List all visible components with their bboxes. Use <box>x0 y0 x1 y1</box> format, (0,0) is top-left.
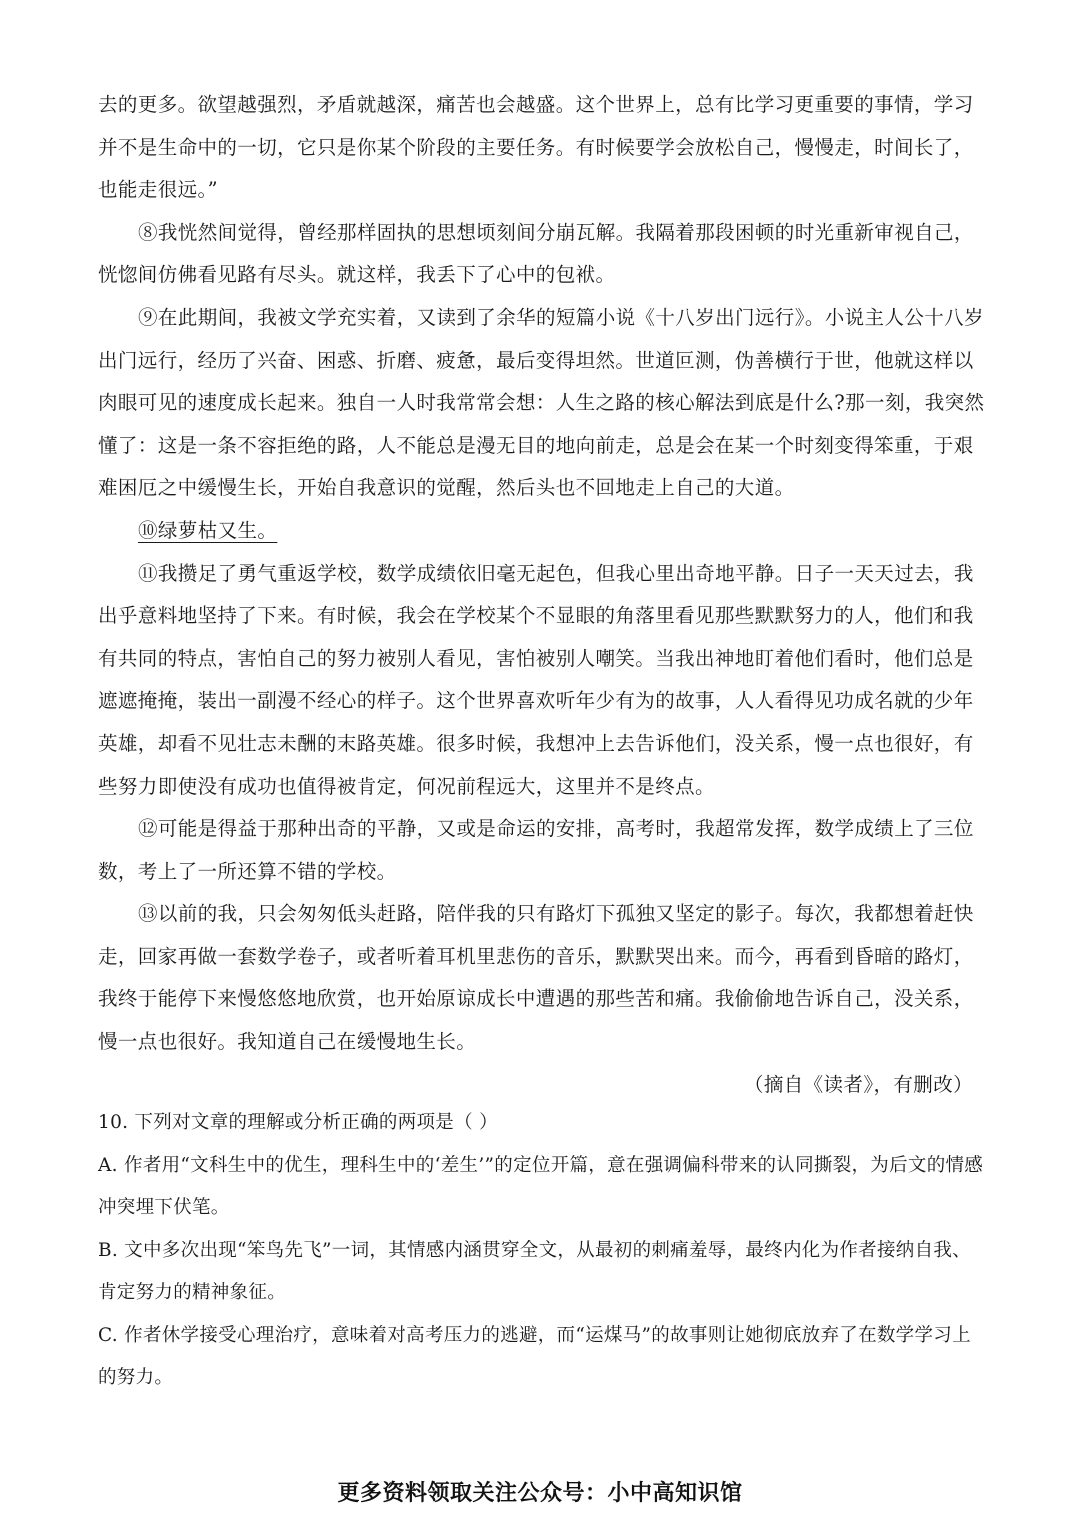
paragraph-10 <box>98 510 988 553</box>
option-a: A. 作者用“文科生中的优生，理科生中的‘差生’”的定位开篇，意在强调偏科带来的认同撕裂，为后文的情感冲突埋下伏笔。 <box>98 1154 984 1218</box>
paragraph-13: ⑬以前的我，只会匆匆低头赶路，陪伴我的只有路灯下孤独又坚定的影子。每次，我都想着赶快走，回家再做一套数学卷子，或者听着耳机里悲伤的音乐，默默哭出来。而今，再看到昏暗的路灯，我终于能停下来慢悠悠地欣赏，也开始原谅成长中遭遇的那些苦和痛。我偷偷地告诉自己，没关系，慢一点也很好。我知道自己在缓慢地生长。 <box>98 902 974 1054</box>
paragraph-8: ⑧我恍然间觉得，曾经那样固执的思想顷刻间分崩瓦解。我隔着那段困顿的时光重新审视自己，恍惚间仿佛看见路有尽头。就这样，我丢下了心中的包袱。 <box>98 220 974 287</box>
option-c: C. 作者休学接受心理治疗，意味着对高考压力的逃避，而“运煤马”的故事则让她彻底放弃了在数学学习上的努力。 <box>98 1324 971 1388</box>
option-b: B. 文中多次出现“笨鸟先飞”一词，其情感内涵贯穿全文，从最初的刺痛羞辱，最终内化为作者接纳自我、肯定努力的精神象征。 <box>98 1239 971 1303</box>
footer-promo: 更多资料领取关注公众号：小中高知识馆 <box>337 1481 743 1506</box>
paragraph-11: ⑪我攒足了勇气重返学校，数学成绩依旧毫无起色，但我心里出奇地平静。日子一天天过去，我出乎意料地坚持了下来。有时候，我会在学校某个不显眼的角落里看见那些默默努力的人，他们和我有共同的特点，害怕自己的努力被别人看见，害怕被别人嘲笑。当我出神地盯着他们看时，他们总是遮遮掩掩，装出一副漫不经心的样子。这个世界喜欢听年少有为的故事，人人看得见功成名就的少年英雄，却看不见壮志未酬的末路英雄。很多时候，我想冲上去告诉他们，没关系，慢一点也很好，有些努力即使没有成功也值得被肯定，何况前程远大，这里并不是终点。 <box>98 561 974 798</box>
paragraph-continuation: 去的更多。欲望越强烈，矛盾就越深，痛苦也会越盛。这个世界上，总有比学习更重要的事情，学习并不是生命中的一切，它只是你某个阶段的主要任务。有时候要学会放松自己，慢慢走，时间长了，也能走很远。” <box>98 93 974 202</box>
paragraph-10-underlined: ⑩绿萝枯又生。 <box>138 518 278 542</box>
question-10 <box>98 1102 988 1400</box>
paragraph-9: ⑨在此期间，我被文学充实着，又读到了余华的短篇小说《十八岁出门远行》。小说主人公十八岁出门远行，经历了兴奋、困惑、折磨、疲惫，最后变得坦然。世道叵测，伪善横行于世，他就这样以肉眼可见的速度成长起来。独自一人时我常常会想：人生之路的核心解法到底是什么?那一刻，我突然懂了：这是一条不容拒绝的路，人不能总是漫无目的地向前走，总是会在某一个时刻变得笨重，于艰难困厄之中缓慢生长，开始自我意识的觉醒，然后头也不回地走上自己的大道。 <box>98 305 985 500</box>
paragraph-12: ⑫可能是得益于那种出奇的平静，又或是命运的安排，高考时，我超常发挥，数学成绩上了三位数，考上了一所还算不错的学校。 <box>98 817 974 883</box>
source-citation: （摘自《读者》，有删改） <box>743 1072 973 1096</box>
article-body <box>98 84 988 1106</box>
question-stem: 10. 下列对文章的理解或分析正确的两项是（ ） <box>98 1112 498 1133</box>
